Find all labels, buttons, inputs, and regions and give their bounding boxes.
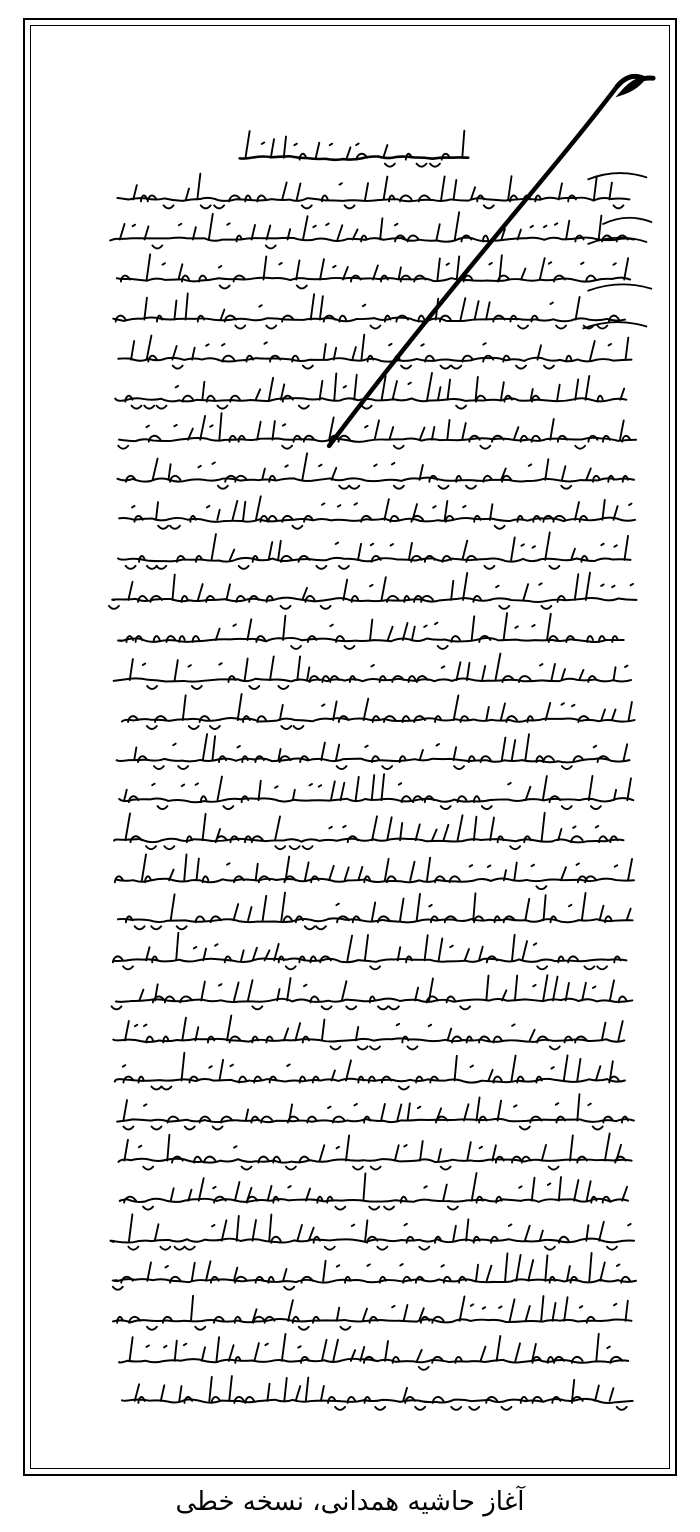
manuscript-line [117, 174, 629, 209]
manuscript-line [115, 1053, 625, 1090]
manuscript-line [117, 254, 630, 288]
manuscript-line [112, 975, 633, 1009]
manuscript-line [120, 1173, 628, 1210]
manuscript-line [118, 532, 630, 568]
manuscript-line [122, 1376, 633, 1410]
manuscript-line [240, 131, 469, 167]
manuscript-line [110, 212, 634, 248]
manuscript-line [118, 893, 633, 930]
manuscript-frame [23, 18, 677, 1476]
manuscript-line [118, 413, 636, 448]
manuscript-line [114, 813, 623, 849]
manuscript-line [113, 1296, 632, 1330]
manuscript-line [115, 854, 634, 889]
page-caption: آغاز حاشیه همدانی، نسخه خطی [175, 1487, 525, 1517]
manuscript-line [118, 613, 624, 649]
manuscript-line [113, 293, 625, 328]
manuscript-image [31, 26, 669, 1468]
corner-flourish [617, 76, 653, 92]
manuscript-line [110, 1214, 634, 1249]
manuscript-line [117, 734, 630, 769]
manuscript-line [113, 1253, 636, 1290]
manuscript-line [119, 1334, 628, 1370]
margin-notes [583, 173, 653, 329]
manuscript-line [113, 933, 627, 970]
manuscript-line [117, 1094, 634, 1129]
diagonal-stroke [329, 86, 617, 446]
manuscript-line [117, 453, 633, 488]
manuscript-line [114, 654, 631, 689]
manuscript-line [119, 496, 635, 528]
manuscript-line [119, 774, 633, 809]
manuscript-line [113, 1016, 624, 1050]
manuscript-line [118, 1133, 631, 1169]
manuscript-line [122, 694, 635, 729]
manuscript-line [118, 335, 631, 369]
handwriting-lines [109, 131, 637, 1410]
manuscript-line [109, 573, 637, 609]
manuscript-inner-border [30, 25, 670, 1469]
